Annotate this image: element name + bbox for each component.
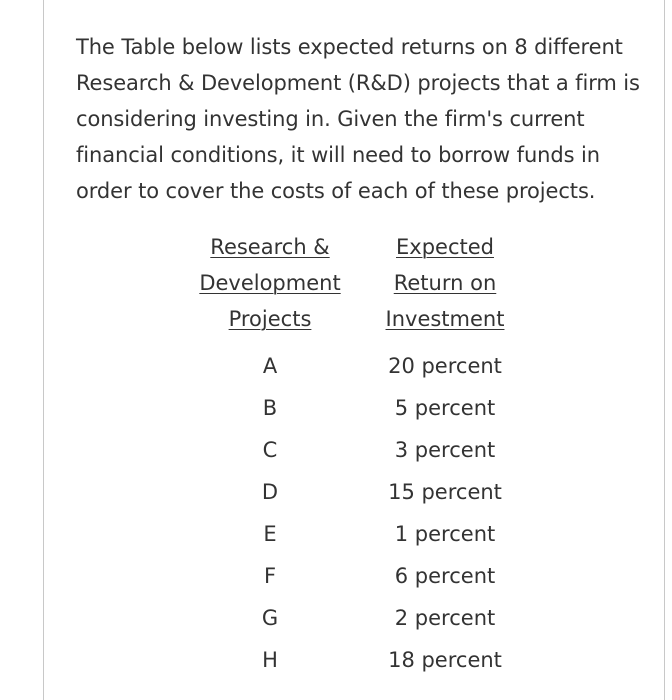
return-cell: 2 percent bbox=[394, 606, 496, 630]
project-cell: B bbox=[262, 396, 278, 420]
left-margin-border bbox=[0, 0, 44, 700]
project-cell: C bbox=[262, 438, 278, 462]
return-cell: 5 percent bbox=[394, 396, 496, 420]
paragraph-line: considering investing in. Given the firm's current bbox=[76, 107, 585, 131]
returns-column bbox=[375, 229, 515, 681]
project-cell: G bbox=[261, 606, 279, 630]
project-cell: F bbox=[263, 564, 277, 588]
return-cell: 20 percent bbox=[388, 354, 502, 378]
paragraph-line: order to cover the costs of each of these projects. bbox=[76, 179, 596, 203]
paragraph-line: The Table below lists expected returns on 8 different bbox=[76, 35, 623, 59]
projects-header-line: Projects bbox=[228, 307, 312, 331]
project-cell: A bbox=[262, 354, 278, 378]
return-cell: 1 percent bbox=[394, 522, 496, 546]
return-cell: 3 percent bbox=[394, 438, 496, 462]
project-cell: H bbox=[262, 648, 278, 672]
project-cell: E bbox=[263, 522, 277, 546]
return-cell: 6 percent bbox=[394, 564, 496, 588]
paragraph-line: Research & Development (R&D) projects that a firm is bbox=[76, 71, 640, 95]
question-paragraph bbox=[76, 29, 656, 209]
return-cell: 15 percent bbox=[388, 480, 502, 504]
paragraph-line: financial conditions, it will need to borrow funds in bbox=[76, 143, 600, 167]
returns-header-line: Investment bbox=[385, 307, 505, 331]
projects-header-line: Research & bbox=[210, 235, 330, 259]
project-cell: D bbox=[261, 480, 279, 504]
right-margin-border bbox=[664, 0, 672, 700]
return-cell: 18 percent bbox=[388, 648, 502, 672]
returns-header-line: Return on bbox=[393, 271, 497, 295]
projects-header-line: Development bbox=[199, 271, 341, 295]
returns-header-line: Expected bbox=[396, 235, 494, 259]
question-content bbox=[76, 29, 656, 209]
projects-column bbox=[190, 229, 350, 681]
